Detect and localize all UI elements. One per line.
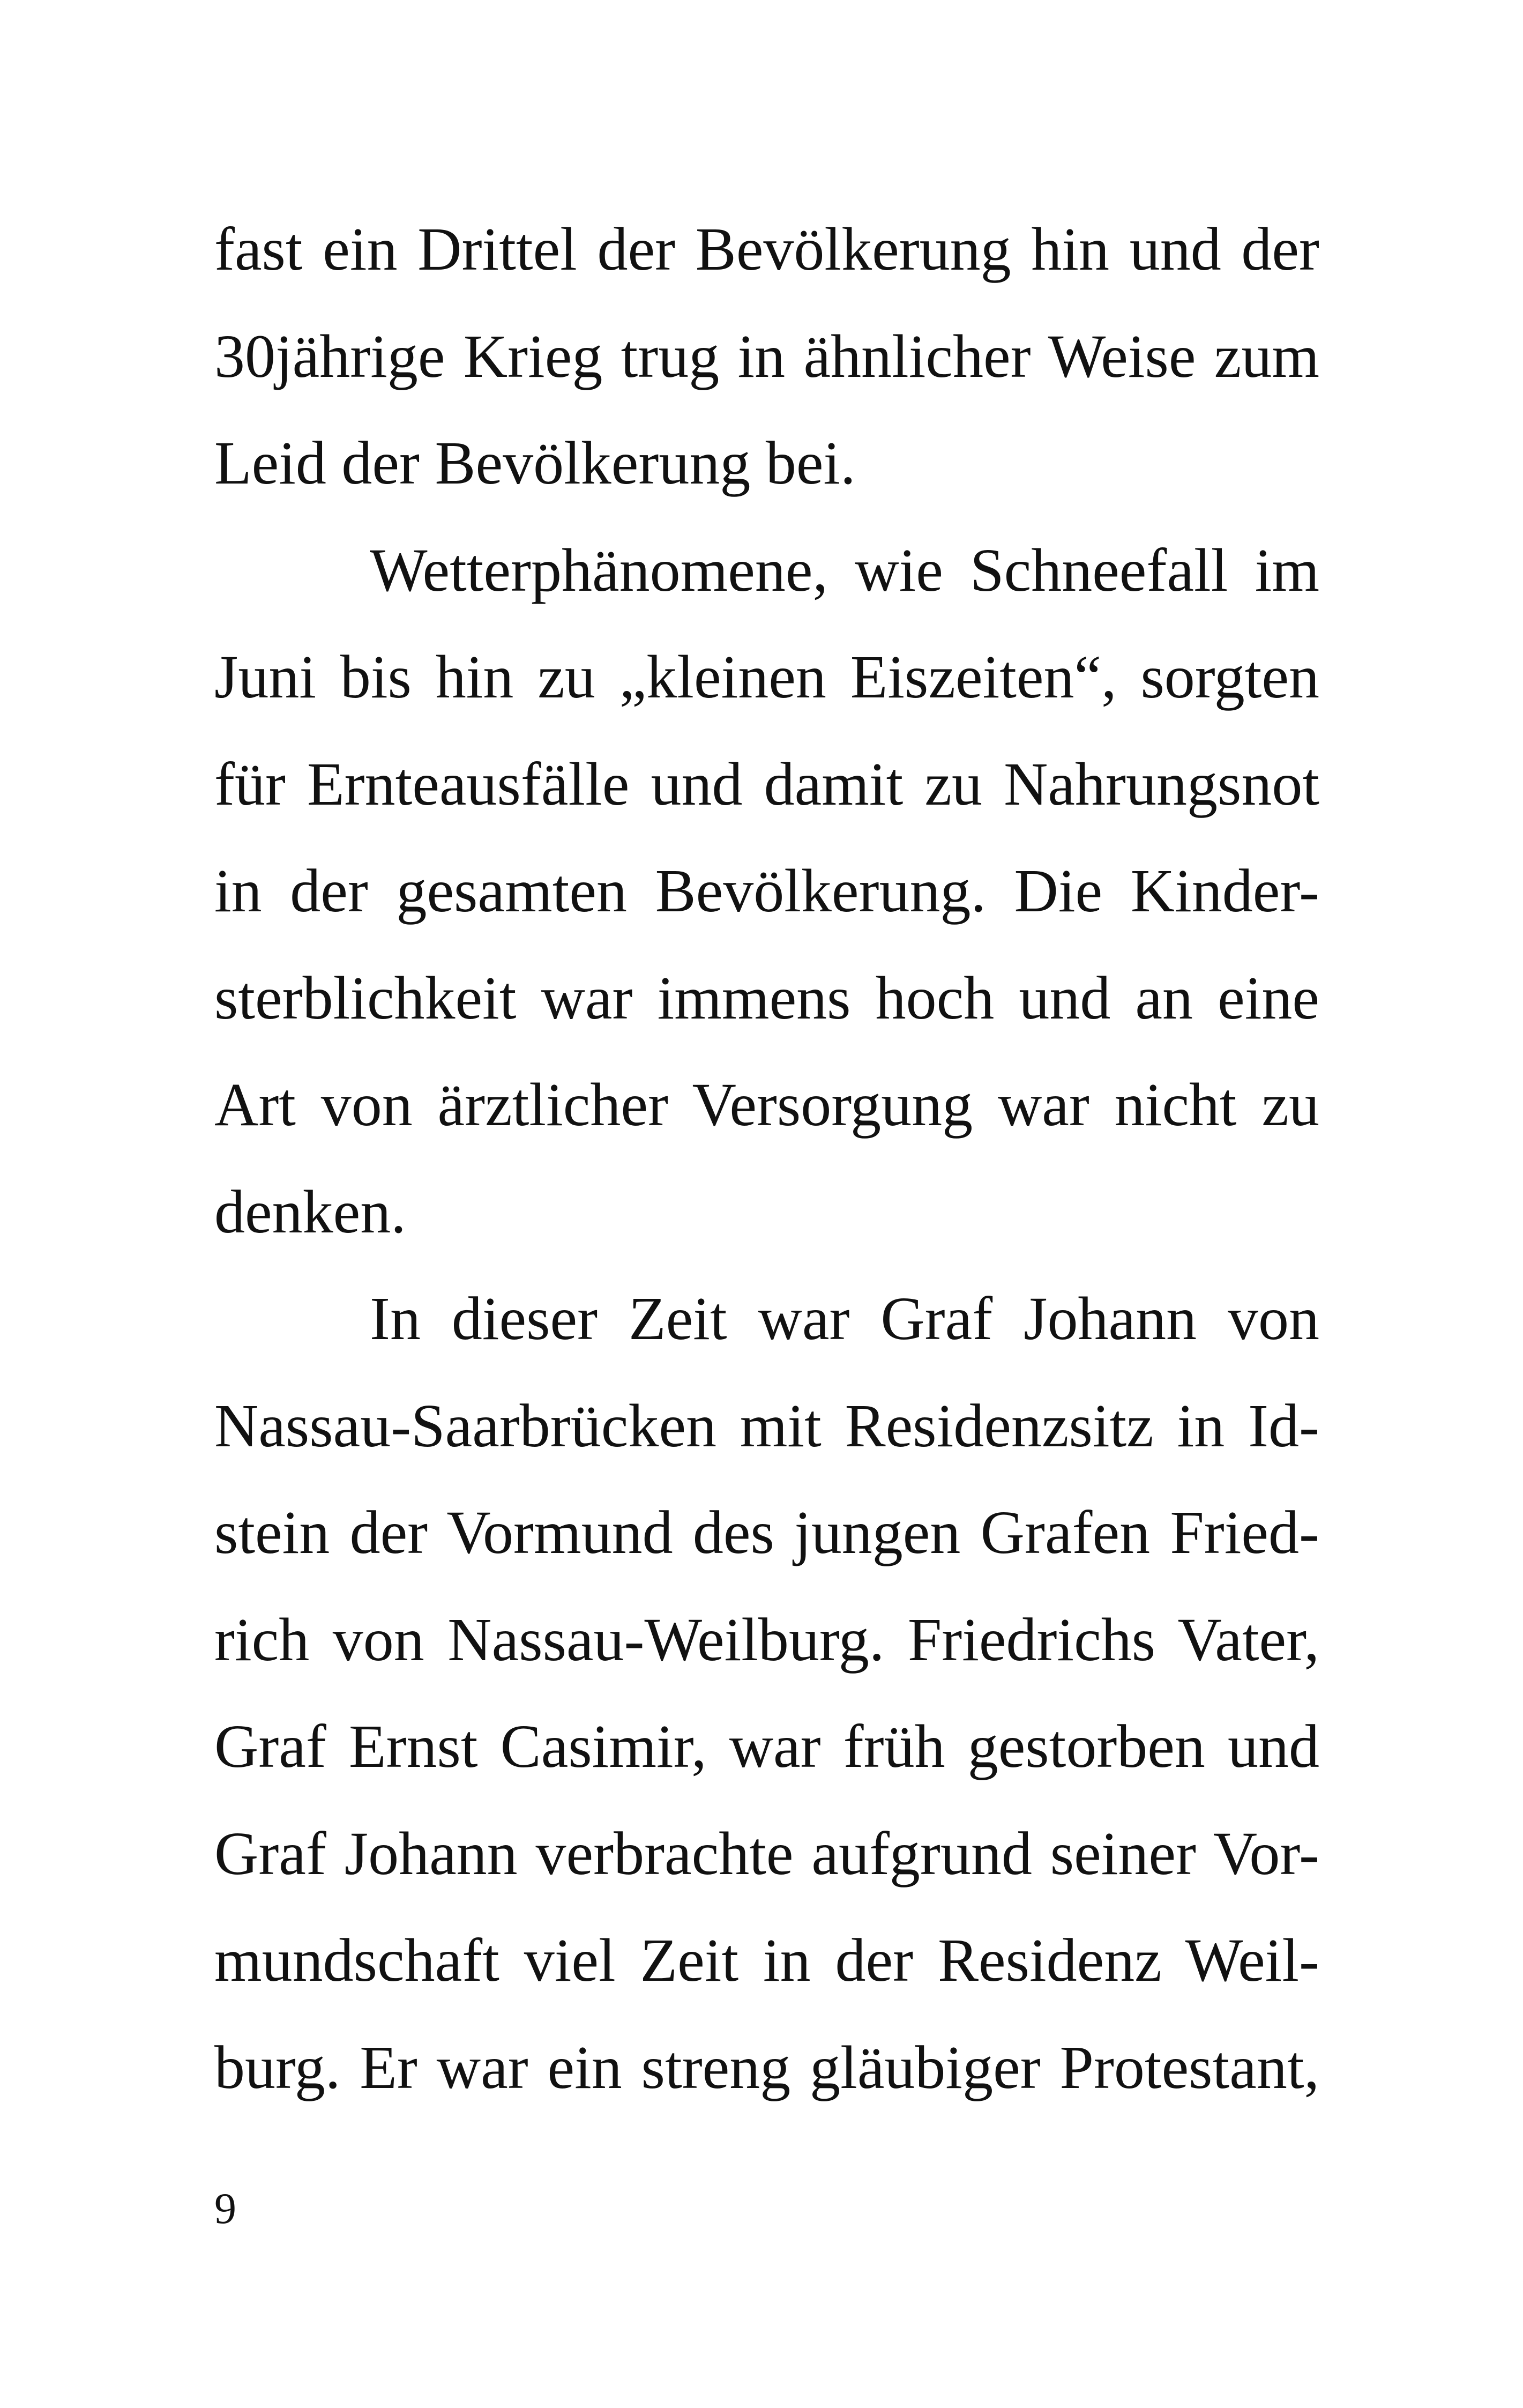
text-line: In dieser Zeit war Graf Johann von: [370, 1284, 1319, 1352]
text-line: für Ernteausfälle und damit zu Nahrungsnot: [214, 749, 1319, 818]
text-line: sterblichkeit war immens hoch und an eine: [214, 963, 1319, 1032]
text-line: Graf Johann verbrachte aufgrund seiner Vor-: [214, 1819, 1319, 1887]
page-number: 9: [214, 2184, 236, 2233]
text-line: Graf Ernst Casimir, war früh gestorben und: [214, 1712, 1319, 1780]
text-line: Leid der Bevölkerung bei.: [214, 429, 856, 497]
text-line: denken.: [214, 1177, 406, 1246]
text-line: Juni bis hin zu „kleinen Eiszeiten“, sorgten: [214, 643, 1319, 711]
text-line: Nassau-Saarbrücken mit Residenzsitz in Id-: [214, 1391, 1319, 1460]
text-line: burg. Er war ein streng gläubiger Protestant,: [214, 2033, 1319, 2101]
text-line: Art von ärztlicher Versorgung war nicht zu: [214, 1071, 1319, 1139]
text-line: fast ein Drittel der Bevölkerung hin und der: [214, 215, 1319, 283]
text-line: mundschaft viel Zeit in der Residenz Weil-: [214, 1926, 1319, 1994]
body-text: [214, 196, 1319, 2121]
text-line: in der gesamten Bevölkerung. Die Kinder-: [214, 857, 1319, 925]
text-line: 30jährige Krieg trug in ähnlicher Weise zum: [214, 322, 1319, 390]
text-line: stein der Vormund des jungen Grafen Fried-: [214, 1498, 1319, 1566]
text-line: rich von Nassau-Weilburg. Friedrichs Vater,: [214, 1605, 1319, 1674]
text-line: Wetterphänomene, wie Schneefall im: [370, 536, 1319, 604]
